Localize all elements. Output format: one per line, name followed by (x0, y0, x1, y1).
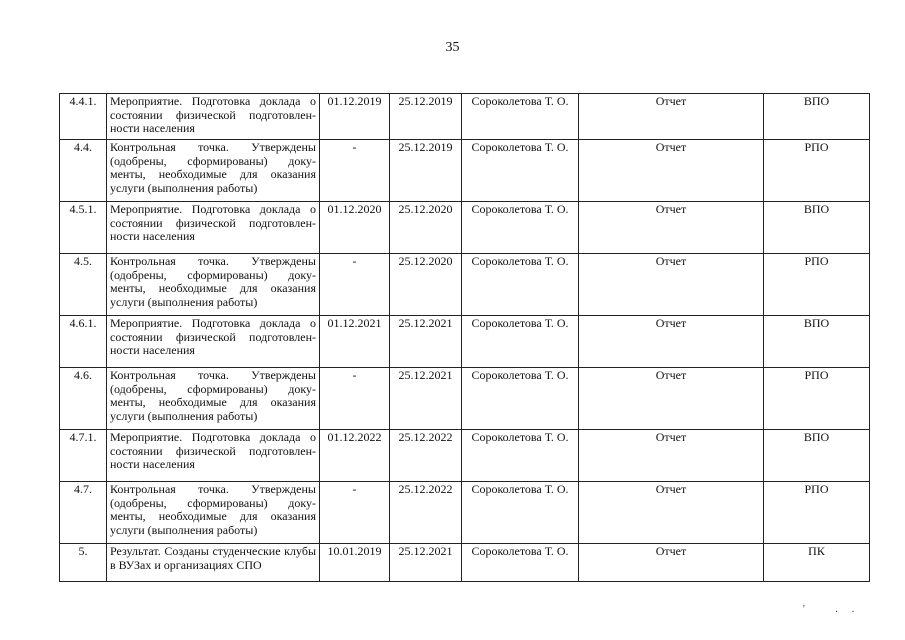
start-date: 01.12.2021 (320, 316, 390, 368)
end-date: 25.12.2019 (390, 140, 462, 202)
responsible-person: Сороколетова Т. О. (462, 94, 579, 140)
end-date: 25.12.2022 (390, 482, 462, 544)
end-date: 25.12.2021 (390, 544, 462, 582)
item-number: 4.5. (60, 254, 107, 316)
item-number: 4.5.1. (60, 202, 107, 254)
table-row (60, 94, 870, 140)
table-row (60, 254, 870, 316)
item-number: 4.7.1. (60, 430, 107, 482)
result-type: Отчет (579, 430, 764, 482)
level-code: ПК (764, 544, 870, 582)
table-row (60, 140, 870, 202)
end-date: 25.12.2021 (390, 316, 462, 368)
item-number: 4.7. (60, 482, 107, 544)
responsible-person: Сороколетова Т. О. (462, 544, 579, 582)
responsible-person: Сороколетова Т. О. (462, 202, 579, 254)
start-date: 01.12.2019 (320, 94, 390, 140)
table-row (60, 544, 870, 582)
result-type: Отчет (579, 202, 764, 254)
table-row (60, 368, 870, 430)
item-description: Контрольная точка. Утверждены (одобрены, сформированы) доку-менты, необходимые для оказания услуги (выполнения работы) (107, 482, 320, 544)
end-date: 25.12.2020 (390, 202, 462, 254)
responsible-person: Сороколетова Т. О. (462, 140, 579, 202)
item-number: 4.4. (60, 140, 107, 202)
start-date: - (320, 368, 390, 430)
item-number: 4.6. (60, 368, 107, 430)
start-date: - (320, 254, 390, 316)
responsible-person: Сороколетова Т. О. (462, 430, 579, 482)
table-row (60, 316, 870, 368)
item-description: Результат. Созданы студенческие клубы в ВУЗах и организациях СПО (107, 544, 320, 582)
end-date: 25.12.2022 (390, 430, 462, 482)
item-description: Мероприятие. Подготовка доклада о состоянии физической подготовлен-ности населения (107, 202, 320, 254)
item-description: Контрольная точка. Утверждены (одобрены, сформированы) доку-менты, необходимые для оказания услуги (выполнения работы) (107, 140, 320, 202)
end-date: 25.12.2019 (390, 94, 462, 140)
level-code: ВПО (764, 202, 870, 254)
table-row (60, 430, 870, 482)
result-type: Отчет (579, 140, 764, 202)
item-number: 5. (60, 544, 107, 582)
page-number: 35 (445, 40, 460, 55)
scan-marks: ' .. (803, 604, 869, 615)
table-row (60, 482, 870, 544)
item-description: Мероприятие. Подготовка доклада о состоянии физической подготовлен-ности населения (107, 316, 320, 368)
result-type: Отчет (579, 544, 764, 582)
responsible-person: Сороколетова Т. О. (462, 368, 579, 430)
result-type: Отчет (579, 94, 764, 140)
end-date: 25.12.2021 (390, 368, 462, 430)
item-number: 4.4.1. (60, 94, 107, 140)
level-code: ВПО (764, 430, 870, 482)
result-type: Отчет (579, 254, 764, 316)
responsible-person: Сороколетова Т. О. (462, 482, 579, 544)
responsible-person: Сороколетова Т. О. (462, 254, 579, 316)
item-description: Мероприятие. Подготовка доклада о состоянии физической подготовлен-ности населения (107, 94, 320, 140)
item-description: Контрольная точка. Утверждены (одобрены, сформированы) доку-менты, необходимые для оказания услуги (выполнения работы) (107, 254, 320, 316)
level-code: ВПО (764, 316, 870, 368)
level-code: ВПО (764, 94, 870, 140)
level-code: РПО (764, 368, 870, 430)
level-code: РПО (764, 482, 870, 544)
start-date: - (320, 482, 390, 544)
start-date: 01.12.2022 (320, 430, 390, 482)
end-date: 25.12.2020 (390, 254, 462, 316)
item-number: 4.6.1. (60, 316, 107, 368)
start-date: 01.12.2020 (320, 202, 390, 254)
item-description: Мероприятие. Подготовка доклада о состоянии физической подготовлен-ности населения (107, 430, 320, 482)
start-date: - (320, 140, 390, 202)
level-code: РПО (764, 140, 870, 202)
item-description: Контрольная точка. Утверждены (одобрены, сформированы) доку-менты, необходимые для оказания услуги (выполнения работы) (107, 368, 320, 430)
result-type: Отчет (579, 316, 764, 368)
start-date: 10.01.2019 (320, 544, 390, 582)
level-code: РПО (764, 254, 870, 316)
plan-table (59, 93, 870, 582)
result-type: Отчет (579, 482, 764, 544)
responsible-person: Сороколетова Т. О. (462, 316, 579, 368)
result-type: Отчет (579, 368, 764, 430)
table-row (60, 202, 870, 254)
